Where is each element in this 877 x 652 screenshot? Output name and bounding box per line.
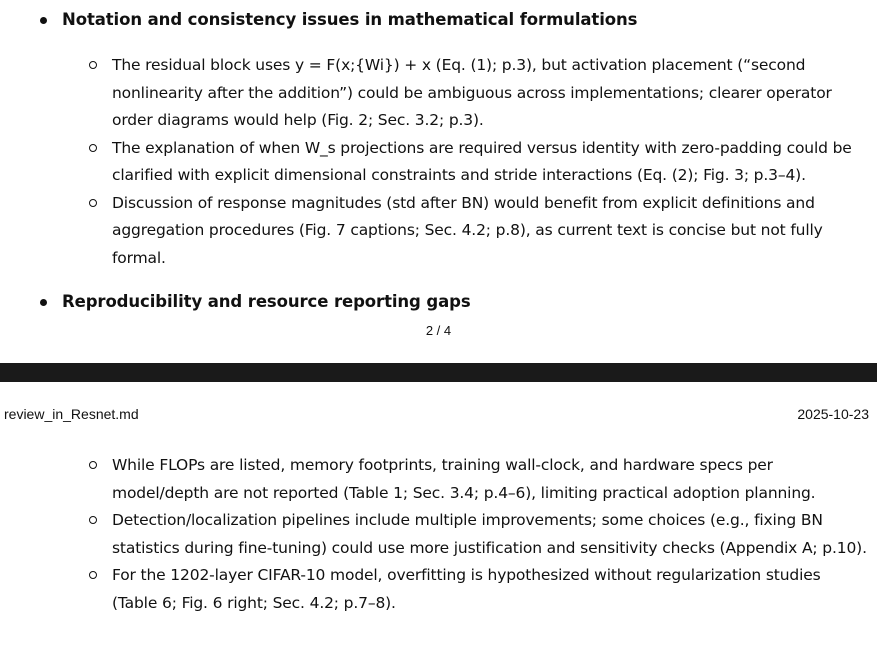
page-break-bar — [0, 363, 877, 382]
reproducibility-issues-list — [88, 452, 868, 617]
list-item: The explanation of when W_s projections are required versus identity with zero-padding could be clarified with explicit dimensional constraints and stride interactions (Eq. (2); Fig. 3; p.3–4). — [88, 135, 868, 190]
hollow-bullet-icon — [89, 199, 97, 207]
notation-issues-list — [88, 52, 868, 272]
bullet-icon — [40, 17, 47, 24]
page-header — [0, 406, 877, 424]
list-item: Detection/localization pipelines include multiple improvements; some choices (e.g., fixing BN statistics during fine-tuning) could use more justification and sensitivity checks (Appendix A; p.10). — [88, 507, 868, 562]
hollow-bullet-icon — [89, 516, 97, 524]
list-item: For the 1202-layer CIFAR-10 model, overfitting is hypothesized without regularization studies (Table 6; Fig. 6 right; Sec. 4.2; p.7–8). — [88, 562, 868, 617]
list-item: Discussion of response magnitudes (std after BN) would benefit from explicit definitions and aggregation procedures (Fig. 7 captions; Sec. 4.2; p.8), as current text is concise but not fully formal. — [88, 190, 868, 273]
hollow-bullet-icon — [89, 571, 97, 579]
header-filename: review_in_Resnet.md — [4, 406, 139, 422]
list-item: While FLOPs are listed, memory footprints, training wall-clock, and hardware specs per model/depth are not reported (Table 1; Sec. 3.4; p.4–6), limiting practical adoption planning. — [88, 452, 868, 507]
page-number: 2 / 4 — [425, 323, 452, 338]
hollow-bullet-icon — [89, 461, 97, 469]
list-item: The residual block uses y = F(x;{Wi}) + x (Eq. (1); p.3), but activation placement (“second nonlinearity after the addition”) could be ambiguous across implementations; clearer operator order diagrams would help (Fig. 2; Sec. 3.2; p.3). — [88, 52, 868, 135]
hollow-bullet-icon — [89, 144, 97, 152]
hollow-bullet-icon — [89, 61, 97, 69]
document-page-top: Notation and consistency issues in mathematical formulations The residual block uses y = F(x;{Wi}) + x (Eq. (1); p.3), but activation placement (“second nonlinearity after the addition”) could be ambiguous across implementations; clearer operator order diagrams would help (Fig. 2; Sec. 3.2; p.3). The explanation of when W_s projections are required versus identity with zero-padding could be clarified with explicit dimensional constraints and stride interactions (Eq. (2); Fig. 3; p.3–4). Discussion of response magnitudes (std after BN) would benefit from explicit definitions and aggregation procedures (Fig. 7 captions; Sec. 4.2; p.8), as current text is concise but not fully formal. Reproducibility and resource reporting gaps 2 / 4 — [0, 0, 877, 362]
bullet-icon — [40, 299, 47, 306]
header-date: 2025-10-23 — [797, 406, 869, 422]
